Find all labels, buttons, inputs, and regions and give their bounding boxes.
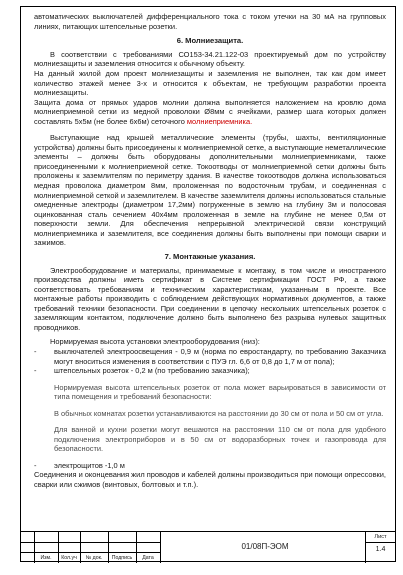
list-item-sockets-text: штепсельных розеток - 0,2 м (по требованию заказчика); <box>54 366 250 376</box>
stamp-signature-label: Подпись <box>111 555 133 561</box>
sheet-label: Лист <box>374 534 387 540</box>
document-body <box>34 12 386 490</box>
paragraph-bath-kitchen: Для ванной и кухни розетки могут вешаются на расстоянии 110 см от пола для удобного подключения электроприборов и в 50 см от водоразборных точек и газопровода для безопасности. <box>54 425 386 454</box>
lightning-mesh-text: Защита дома от прямых ударов молнии должна выполняется наложением на кровлю дома молниеприемной сетки из медной проволоки Ø8мм с ячейками, размер шага которых должен составлять 5х5м (не более 6х6м) сеточного <box>34 97 386 126</box>
paragraph-certification: Электрооборудование и материалы, принимаемые к монтажу, в том числе и иностранного производства должны иметь сертификат в Системе сертификации ГОСТ РФ, а также соответствовать требованиям и техническим характеристикам, указанным в проекте. Все монтажные работы производить с соблюдением действующих нормативных документов, а также требований техники безопасности. При соединении в цепочку нескольких штепсельных розеток с заземляющим контактом, подключение должно быть выполнено без разрыва нулевых защитных проводников. <box>34 265 386 332</box>
list-item-switches-text: выключателей электроосвещения - 0,9 м (норма по евростандарту, по требованию Заказчика могут вноситься изменения в соответствии с ПУЭ гл. 6,6 от 0,8 до 1,7 м от пола); <box>54 347 386 366</box>
stamp-change-label: Изм. <box>40 555 52 561</box>
section-heading-installation: 7. Монтажные указания. <box>164 251 256 261</box>
title-block <box>20 531 396 562</box>
lightning-receiver-link: молниеприемника. <box>186 116 253 126</box>
paragraph-down-conductors: Выступающие над крышей металлические элементы (трубы, шахты, вентиляционные устройства) должны быть присоединены к молниеприемной сетке, а выступающие неметаллические элементы – должны быть оборудованы дополнительными молниеприемниками, также присоединенными к молниеприемной сетке. Токоотводы от молниеприемной сетки должны быть проложены к заземлителям по периметру здания. В качестве токоотводов должна использоваться медная проволока диаметром 8мм, проложенная по водосточным трубам, и соединенная с молниеприемной сеткой и заземлителем. В качестве заземлителя должны использоваться стальные омедненные электроды (диаметром 17,2мм) погруженные в землю на глубину 3м и полосовая оцинкованная сталь сечением 40х4мм проложенная в земле на глубине не менее 0,5м от поверхности земли. Для обеспечения непрерывной электрической связи конструкций молниеприемника и заземлителя, все соединения должны быть выполнены при помощи сварки и зажимов. <box>34 133 386 248</box>
paragraph-lightning-mesh <box>34 98 386 127</box>
stamp-date-label: Дата <box>142 555 154 561</box>
stamp-doc-number-label: № док. <box>85 555 103 561</box>
stamp-count-label: Кол.уч <box>61 555 77 561</box>
list-item-sockets: - штепсельных розеток - 0,2 м (по требованию заказчика); <box>34 366 250 376</box>
document-code: 01/08П-ЭОМ <box>241 542 289 551</box>
sheet-number: 1.4 <box>375 546 386 553</box>
list-item-switches: - выключателей электроосвещения - 0,9 м (норма по евростандарту, по требованию Заказчика могут вноситься изменения в соответствии с ПУЭ гл. 6,6 от 0,8 до 1,7 м от пола); <box>34 347 386 366</box>
paragraph-socket-height-variation: Нормируемая высота штепсельных розеток от пола может варьироваться в зависимости от типа помещения и требований безопасности: <box>54 382 386 402</box>
list-item-panels-text: электрощитов -1,0 м <box>54 460 125 470</box>
section-heading-lightning-protection: 6. Молниезащита. <box>176 36 244 46</box>
list-item-panels: - электрощитов -1,0 м <box>34 460 125 470</box>
paragraph-rcd-note: автоматических выключателей дифференциального тока с током утечки на 30 мА на групповых линиях, питающих штепсельные розетки. <box>34 12 386 31</box>
paragraph-regular-rooms: В обычных комнатах розетки устанавливаются на расстоянии до 30 см от пола и 50 см от угла. <box>54 408 384 418</box>
paragraph-project-not-required: На данный жилой дом проект молниезащиты и заземления не выполнен, так как дом имеет количество этажей менее 3-х и относится к объектам, не требующим разработки проекта молниезащиты. <box>34 68 386 98</box>
paragraph-standard-reference: В соответствии с требованиями СО153-34.21.122-03 проектируемый дом по устройству молниезащиты и заземления относится к обычному объекту. <box>34 49 386 69</box>
paragraph-wire-connections: Соединения и оконцевания жил проводов и кабелей должны производиться при помощи опрессовки, сварки или сжимов (винтовых, болтовых и т.п.). <box>34 470 386 490</box>
paragraph-mounting-heights-title: Нормируемая высота установки электрооборудования (низ): <box>50 337 260 347</box>
